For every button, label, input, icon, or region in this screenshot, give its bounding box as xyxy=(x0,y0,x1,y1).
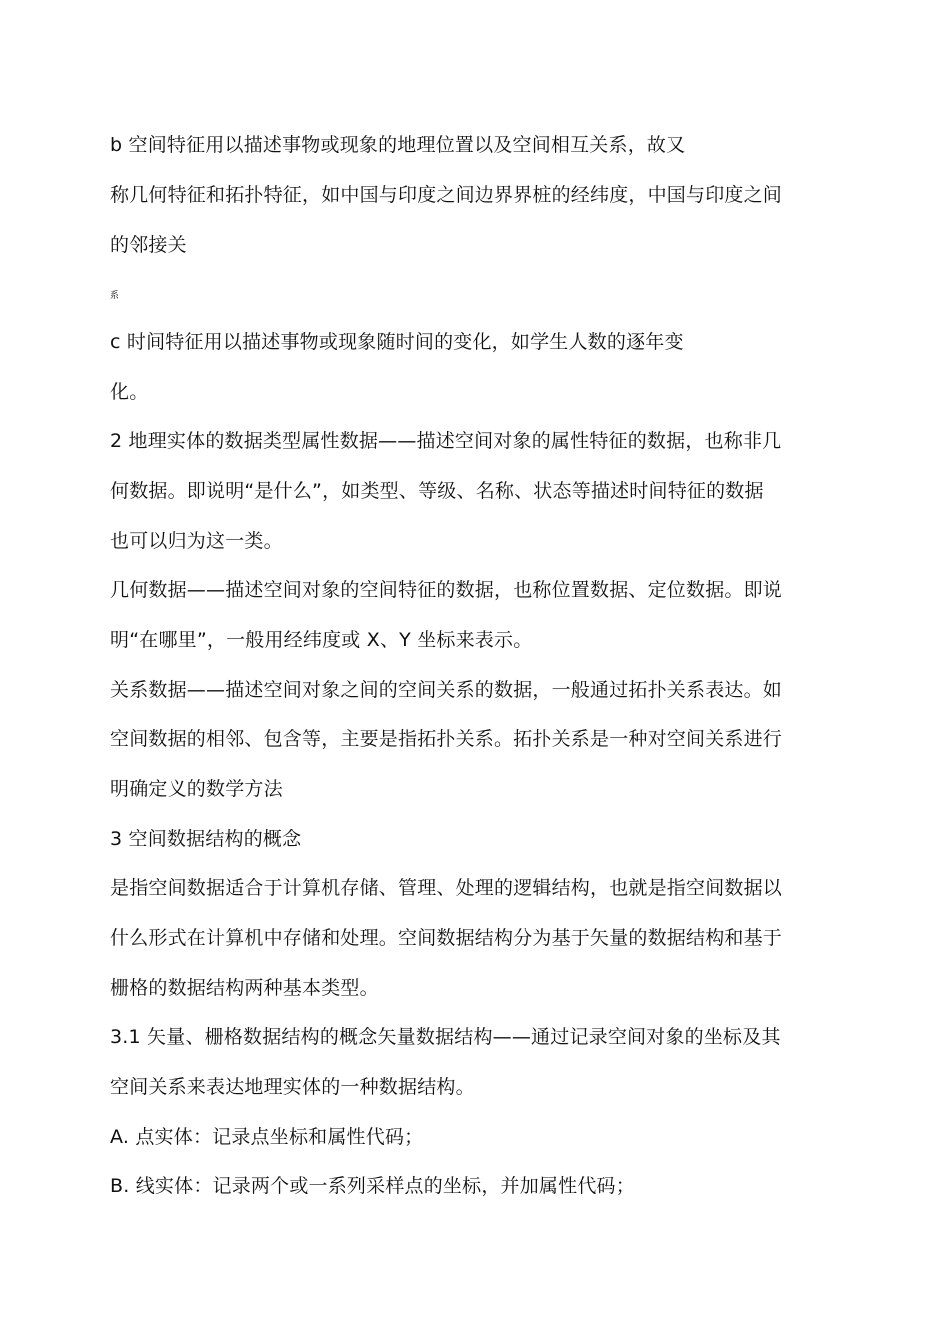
text-line: 称几何特征和拓扑特征，如中国与印度之间边界界桩的经纬度，中国与印度之间 xyxy=(110,184,783,206)
text-line: 栅格的数据结构两种基本类型。 xyxy=(110,977,379,999)
text-line: 系 xyxy=(110,291,120,301)
text-line: 是指空间数据适合于计算机存储、管理、处理的逻辑结构，也就是指空间数据以 xyxy=(110,877,783,899)
text-line: b 空间特征用以描述事物或现象的地理位置以及空间相互关系，故又 xyxy=(110,134,686,156)
text-line: 什么形式在计算机中存储和处理。空间数据结构分为基于矢量的数据结构和基于 xyxy=(110,927,783,949)
text-line: 也可以归为这一类。 xyxy=(110,530,283,552)
text-line: c 时间特征用以描述事物或现象随时间的变化，如学生人数的逐年变 xyxy=(110,331,684,353)
text-line: A. 点实体：记录点坐标和属性代码； xyxy=(110,1126,424,1148)
text-line: 的邻接关 xyxy=(110,234,187,256)
text-line: 化。 xyxy=(110,381,149,403)
text-line: 明“在哪里”，一般用经纬度或 X、Y 坐标来表示。 xyxy=(110,629,533,651)
text-line: 几何数据——描述空间对象的空间特征的数据，也称位置数据、定位数据。即说 xyxy=(110,579,783,601)
text-line: 明确定义的数学方法 xyxy=(110,778,283,800)
text-line: 空间数据的相邻、包含等，主要是指拓扑关系。拓扑关系是一种对空间关系进行 xyxy=(110,728,783,750)
text-line: 3 空间数据结构的概念 xyxy=(110,828,302,850)
text-line: 空间关系来表达地理实体的一种数据结构。 xyxy=(110,1076,475,1098)
text-line: 关系数据——描述空间对象之间的空间关系的数据，一般通过拓扑关系表达。如 xyxy=(110,679,783,701)
text-line: 2 地理实体的数据类型属性数据——描述空间对象的属性特征的数据，也称非几 xyxy=(110,430,782,452)
text-line: 何数据。即说明“是什么”，如类型、等级、名称、状态等描述时间特征的数据 xyxy=(110,480,764,502)
text-line: B. 线实体：记录两个或一系列采样点的坐标，并加属性代码； xyxy=(110,1175,635,1197)
text-line: 3.1 矢量、栅格数据结构的概念矢量数据结构——通过记录空间对象的坐标及其 xyxy=(110,1026,781,1048)
